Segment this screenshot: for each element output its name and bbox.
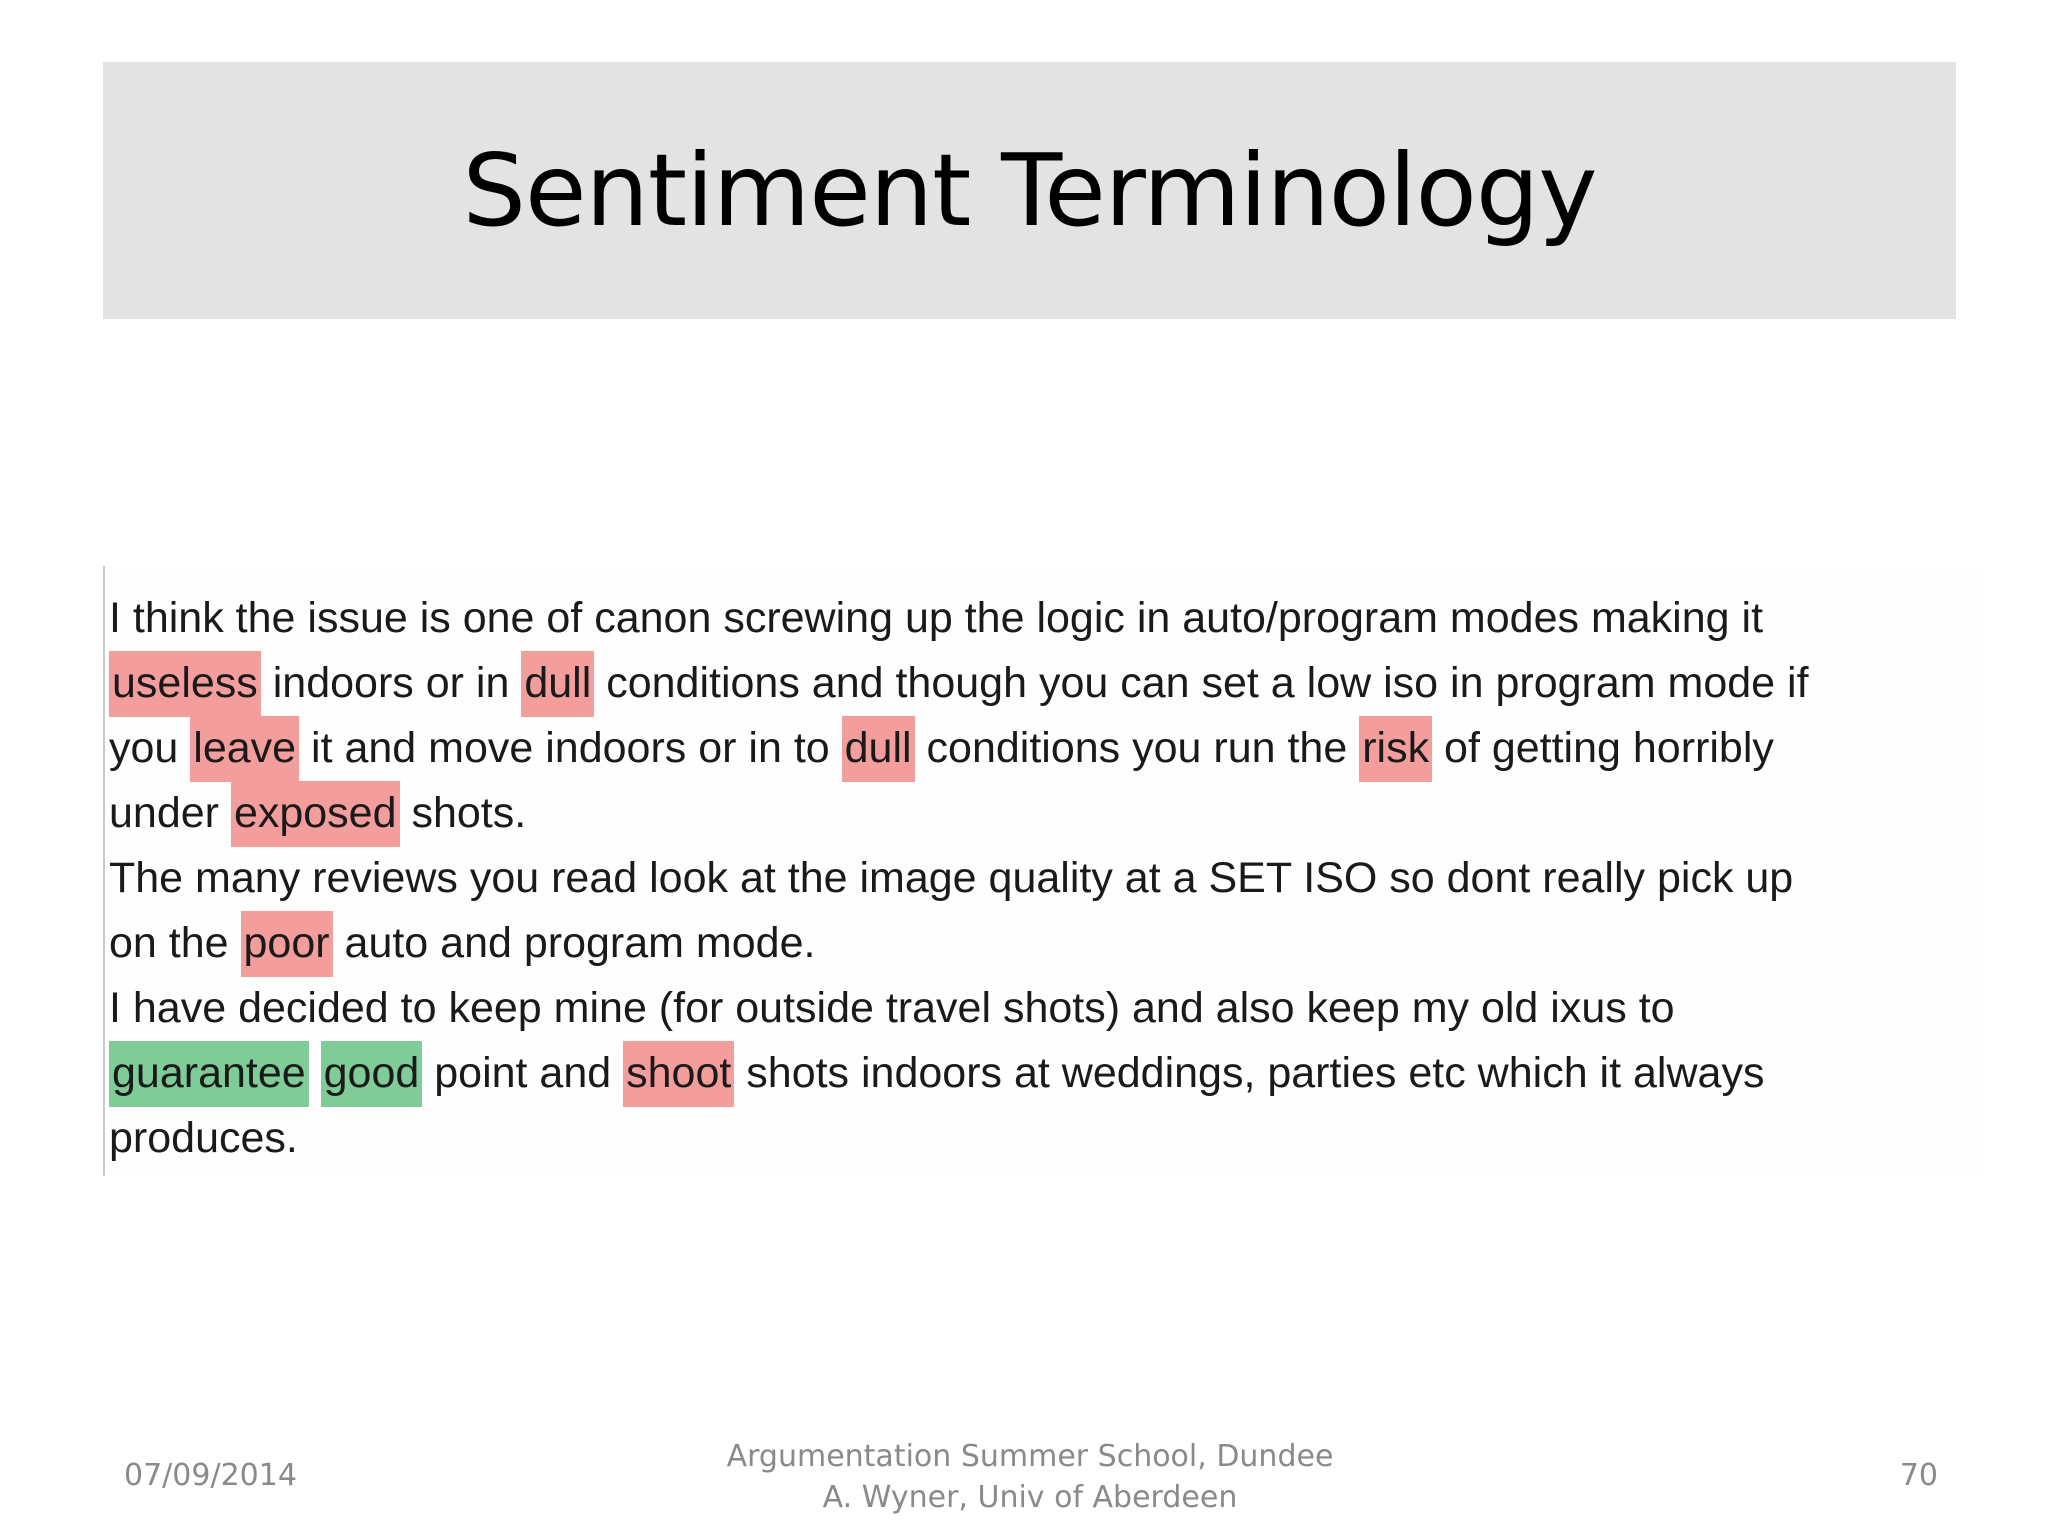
- passage-line: [109, 781, 1983, 846]
- passage-text: it and move indoors or in to: [299, 724, 842, 772]
- passage-text: you: [109, 724, 191, 772]
- passage-line: [109, 1041, 1983, 1106]
- footer-event-line-1: Argumentation Summer School, Dundee: [726, 1439, 1334, 1474]
- passage-text: I have decided to keep mine (for outside travel shots) and also keep my old ixus to: [109, 984, 1675, 1032]
- passage-text: shots.: [399, 789, 527, 837]
- positive-term-highlight: good: [321, 1041, 423, 1107]
- footer-event: [690, 1436, 1370, 1518]
- passage-line: [109, 651, 1983, 716]
- page-number: 70: [1899, 1458, 1938, 1493]
- negative-term-highlight: shoot: [623, 1041, 734, 1107]
- passage-text: indoors or in: [260, 659, 522, 707]
- review-passage: [103, 566, 1983, 1176]
- passage-text: conditions you run the: [914, 724, 1360, 772]
- passage-line: [109, 1106, 1983, 1171]
- negative-term-highlight: leave: [190, 716, 299, 782]
- footer-event-line-2: A. Wyner, Univ of Aberdeen: [822, 1480, 1238, 1515]
- passage-text: on the: [109, 919, 241, 967]
- negative-term-highlight: risk: [1359, 716, 1432, 782]
- negative-term-highlight: exposed: [231, 781, 400, 847]
- negative-term-highlight: dull: [521, 651, 594, 717]
- passage-text: point and: [422, 1049, 624, 1097]
- passage-line: [109, 716, 1983, 781]
- passage-line: [109, 911, 1983, 976]
- negative-term-highlight: dull: [842, 716, 915, 782]
- passage-text: produces.: [109, 1114, 298, 1162]
- passage-text: auto and program mode.: [332, 919, 816, 967]
- passage-text: conditions and though you can set a low iso in program mode if: [594, 659, 1809, 707]
- passage-text: shots indoors at weddings, parties etc which it always: [734, 1049, 1765, 1097]
- passage-text: under: [109, 789, 231, 837]
- slide-title: Sentiment Terminology: [462, 132, 1597, 249]
- passage-text: of getting horribly: [1432, 724, 1774, 772]
- negative-term-highlight: useless: [109, 651, 261, 717]
- passage-text: The many reviews you read look at the image quality at a SET ISO so dont really pick up: [109, 854, 1794, 902]
- passage-line: [109, 846, 1983, 911]
- title-band: [103, 62, 1956, 319]
- footer-date: 07/09/2014: [124, 1458, 297, 1493]
- passage-line: [109, 976, 1983, 1041]
- passage-text: [309, 1049, 321, 1097]
- negative-term-highlight: poor: [241, 911, 333, 977]
- passage-text: I think the issue is one of canon screwing up the logic in auto/program modes making it: [109, 594, 1764, 642]
- passage-line: [109, 586, 1983, 651]
- positive-term-highlight: guarantee: [109, 1041, 309, 1107]
